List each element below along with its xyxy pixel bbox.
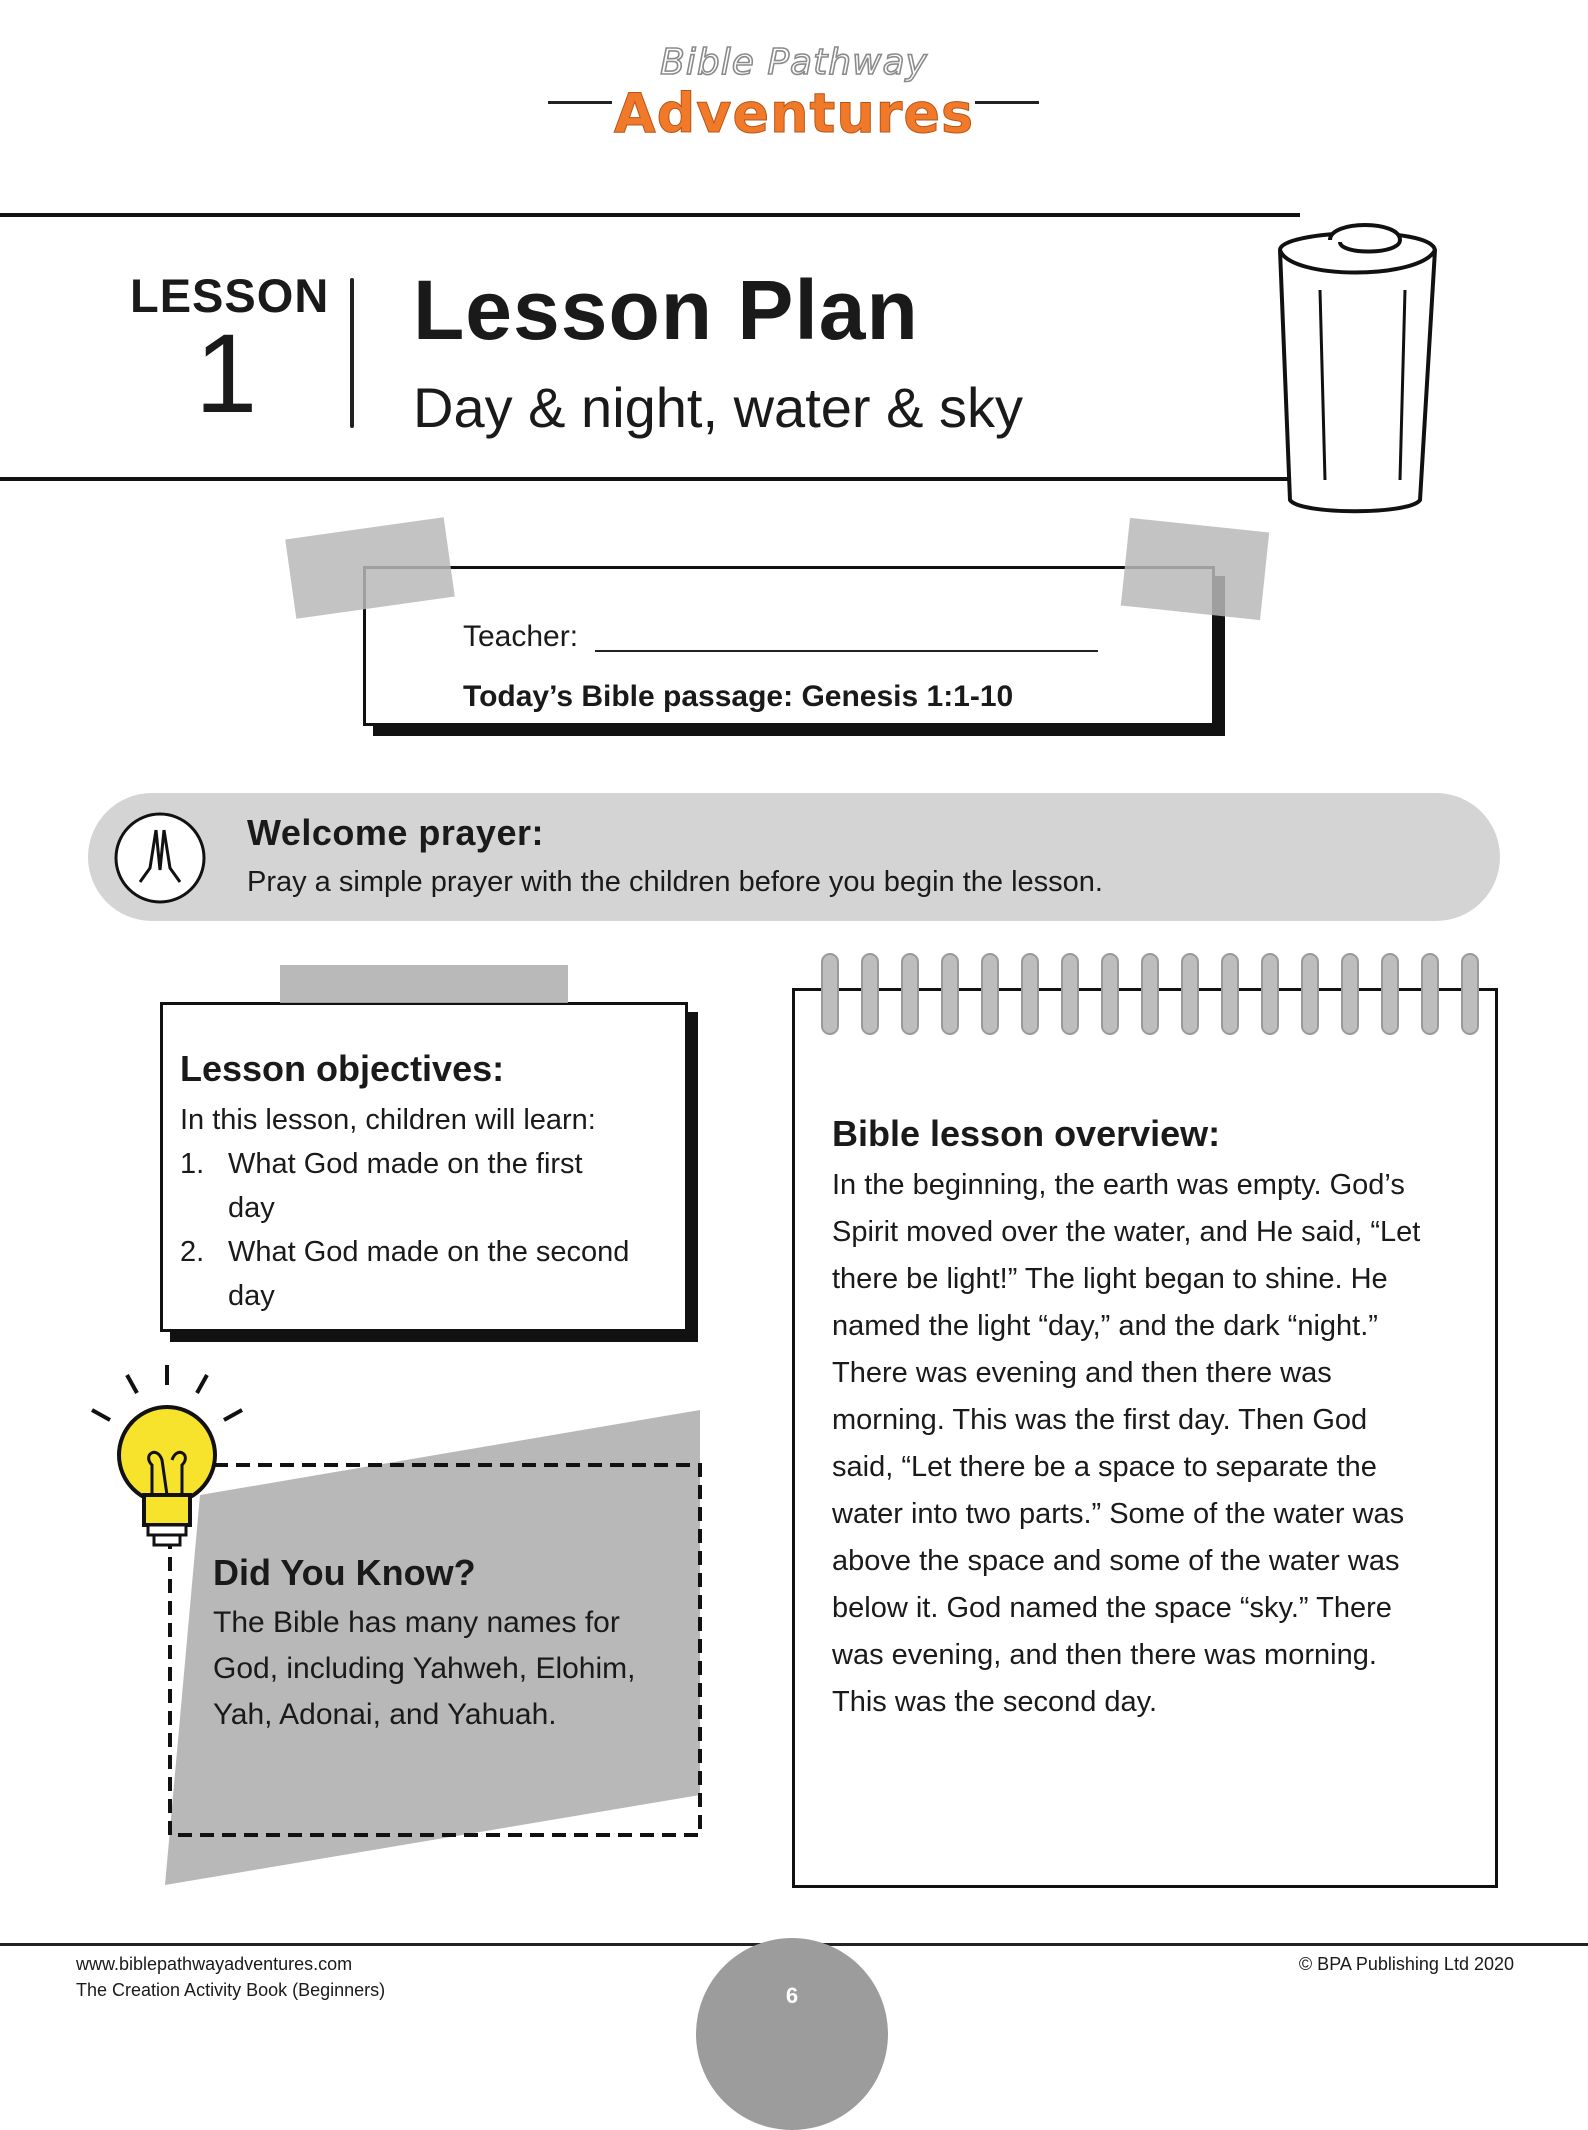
notebook-ring xyxy=(1301,953,1319,1035)
notebook-ring xyxy=(981,953,999,1035)
objective-num-1: 1. xyxy=(180,1148,205,1180)
notebook-ring xyxy=(1261,953,1279,1035)
did-you-know-line: The Bible has many names for xyxy=(213,1606,620,1639)
objectives-tape-overlay xyxy=(280,965,568,1003)
logo-top-text: Bible Pathway xyxy=(660,42,928,83)
overview-line: This was the second day. xyxy=(832,1686,1158,1718)
page-title: Lesson Plan xyxy=(413,263,919,357)
prayer-title: Welcome prayer: xyxy=(247,812,544,853)
praying-hands-icon xyxy=(112,810,208,906)
objectives-intro: In this lesson, children will learn: xyxy=(180,1104,596,1136)
notebook-ring xyxy=(1021,953,1039,1035)
footer-copyright: © BPA Publishing Ltd 2020 xyxy=(1298,1954,1514,1974)
footer-website[interactable]: www.biblepathwayadventures.com xyxy=(76,1954,353,1974)
overview-line: There was evening and then there was xyxy=(832,1357,1332,1389)
scroll-icon xyxy=(1260,210,1450,520)
lesson-divider xyxy=(350,278,354,428)
teacher-name-line[interactable] xyxy=(595,650,1098,652)
notebook-ring xyxy=(1101,953,1119,1035)
page-number: 6 xyxy=(785,1983,799,2008)
page-subtitle: Day & night, water & sky xyxy=(413,376,1024,439)
notebook-ring xyxy=(941,953,959,1035)
did-you-know-line: Yah, Adonai, and Yahuah. xyxy=(213,1698,557,1731)
overview-line: Spirit moved over the water, and He said, “Let xyxy=(832,1216,1421,1248)
notebook-ring xyxy=(1141,953,1159,1035)
objective-num-2: 2. xyxy=(180,1236,205,1268)
prayer-text: Pray a simple prayer with the children before you begin the lesson. xyxy=(247,866,1103,898)
notebook-ring xyxy=(821,953,839,1035)
notebook-ring xyxy=(1221,953,1239,1035)
footer-book-title: The Creation Activity Book (Beginners) xyxy=(76,1980,386,2000)
objective-line-1b: day xyxy=(228,1192,275,1224)
page-number-badge xyxy=(696,1938,888,2130)
bible-passage: Today’s Bible passage: Genesis 1:1-10 xyxy=(463,680,1014,713)
overview-line: there be light!” The light began to shine. He xyxy=(832,1263,1388,1295)
objectives-title: Lesson objectives: xyxy=(180,1048,505,1089)
notebook-ring xyxy=(901,953,919,1035)
logo-main-text: Adventures xyxy=(613,82,975,145)
notebook-ring xyxy=(1421,953,1439,1035)
teacher-label: Teacher: xyxy=(463,620,579,653)
lesson-label: LESSON xyxy=(130,269,330,322)
objective-line-1a: What God made on the first xyxy=(228,1148,583,1180)
notebook-ring xyxy=(1381,953,1399,1035)
tape-right xyxy=(1121,518,1269,620)
did-you-know-text xyxy=(213,1600,683,1738)
notebook-ring xyxy=(1341,953,1359,1035)
overview-line: water into two parts.” Some of the water was xyxy=(832,1498,1405,1530)
objective-line-2b: day xyxy=(228,1280,275,1312)
notebook-ring xyxy=(1181,953,1199,1035)
overview-line: below it. God named the space “sky.” There xyxy=(832,1592,1392,1624)
notebook-ring xyxy=(1461,953,1479,1035)
overview-line: morning. This was the first day. Then God xyxy=(832,1404,1368,1436)
overview-text xyxy=(832,1162,1472,1726)
objective-line-2a: What God made on the second xyxy=(228,1236,630,1268)
overview-line: said, “Let there be a space to separate the xyxy=(832,1451,1377,1483)
did-you-know-title: Did You Know? xyxy=(213,1552,476,1593)
overview-line: named the light “day,” and the dark “night.” xyxy=(832,1310,1378,1342)
overview-line: In the beginning, the earth was empty. God’s xyxy=(832,1169,1405,1201)
lesson-number: 1 xyxy=(195,311,258,436)
notebook-ring xyxy=(1061,953,1079,1035)
overview-line: above the space and some of the water was xyxy=(832,1545,1400,1577)
lightbulb-icon xyxy=(82,1360,252,1550)
overview-line: was evening, and then there was morning. xyxy=(832,1639,1377,1671)
did-you-know-line: God, including Yahweh, Elohim, xyxy=(213,1652,636,1685)
notebook-ring xyxy=(861,953,879,1035)
overview-title: Bible lesson overview: xyxy=(832,1113,1221,1154)
